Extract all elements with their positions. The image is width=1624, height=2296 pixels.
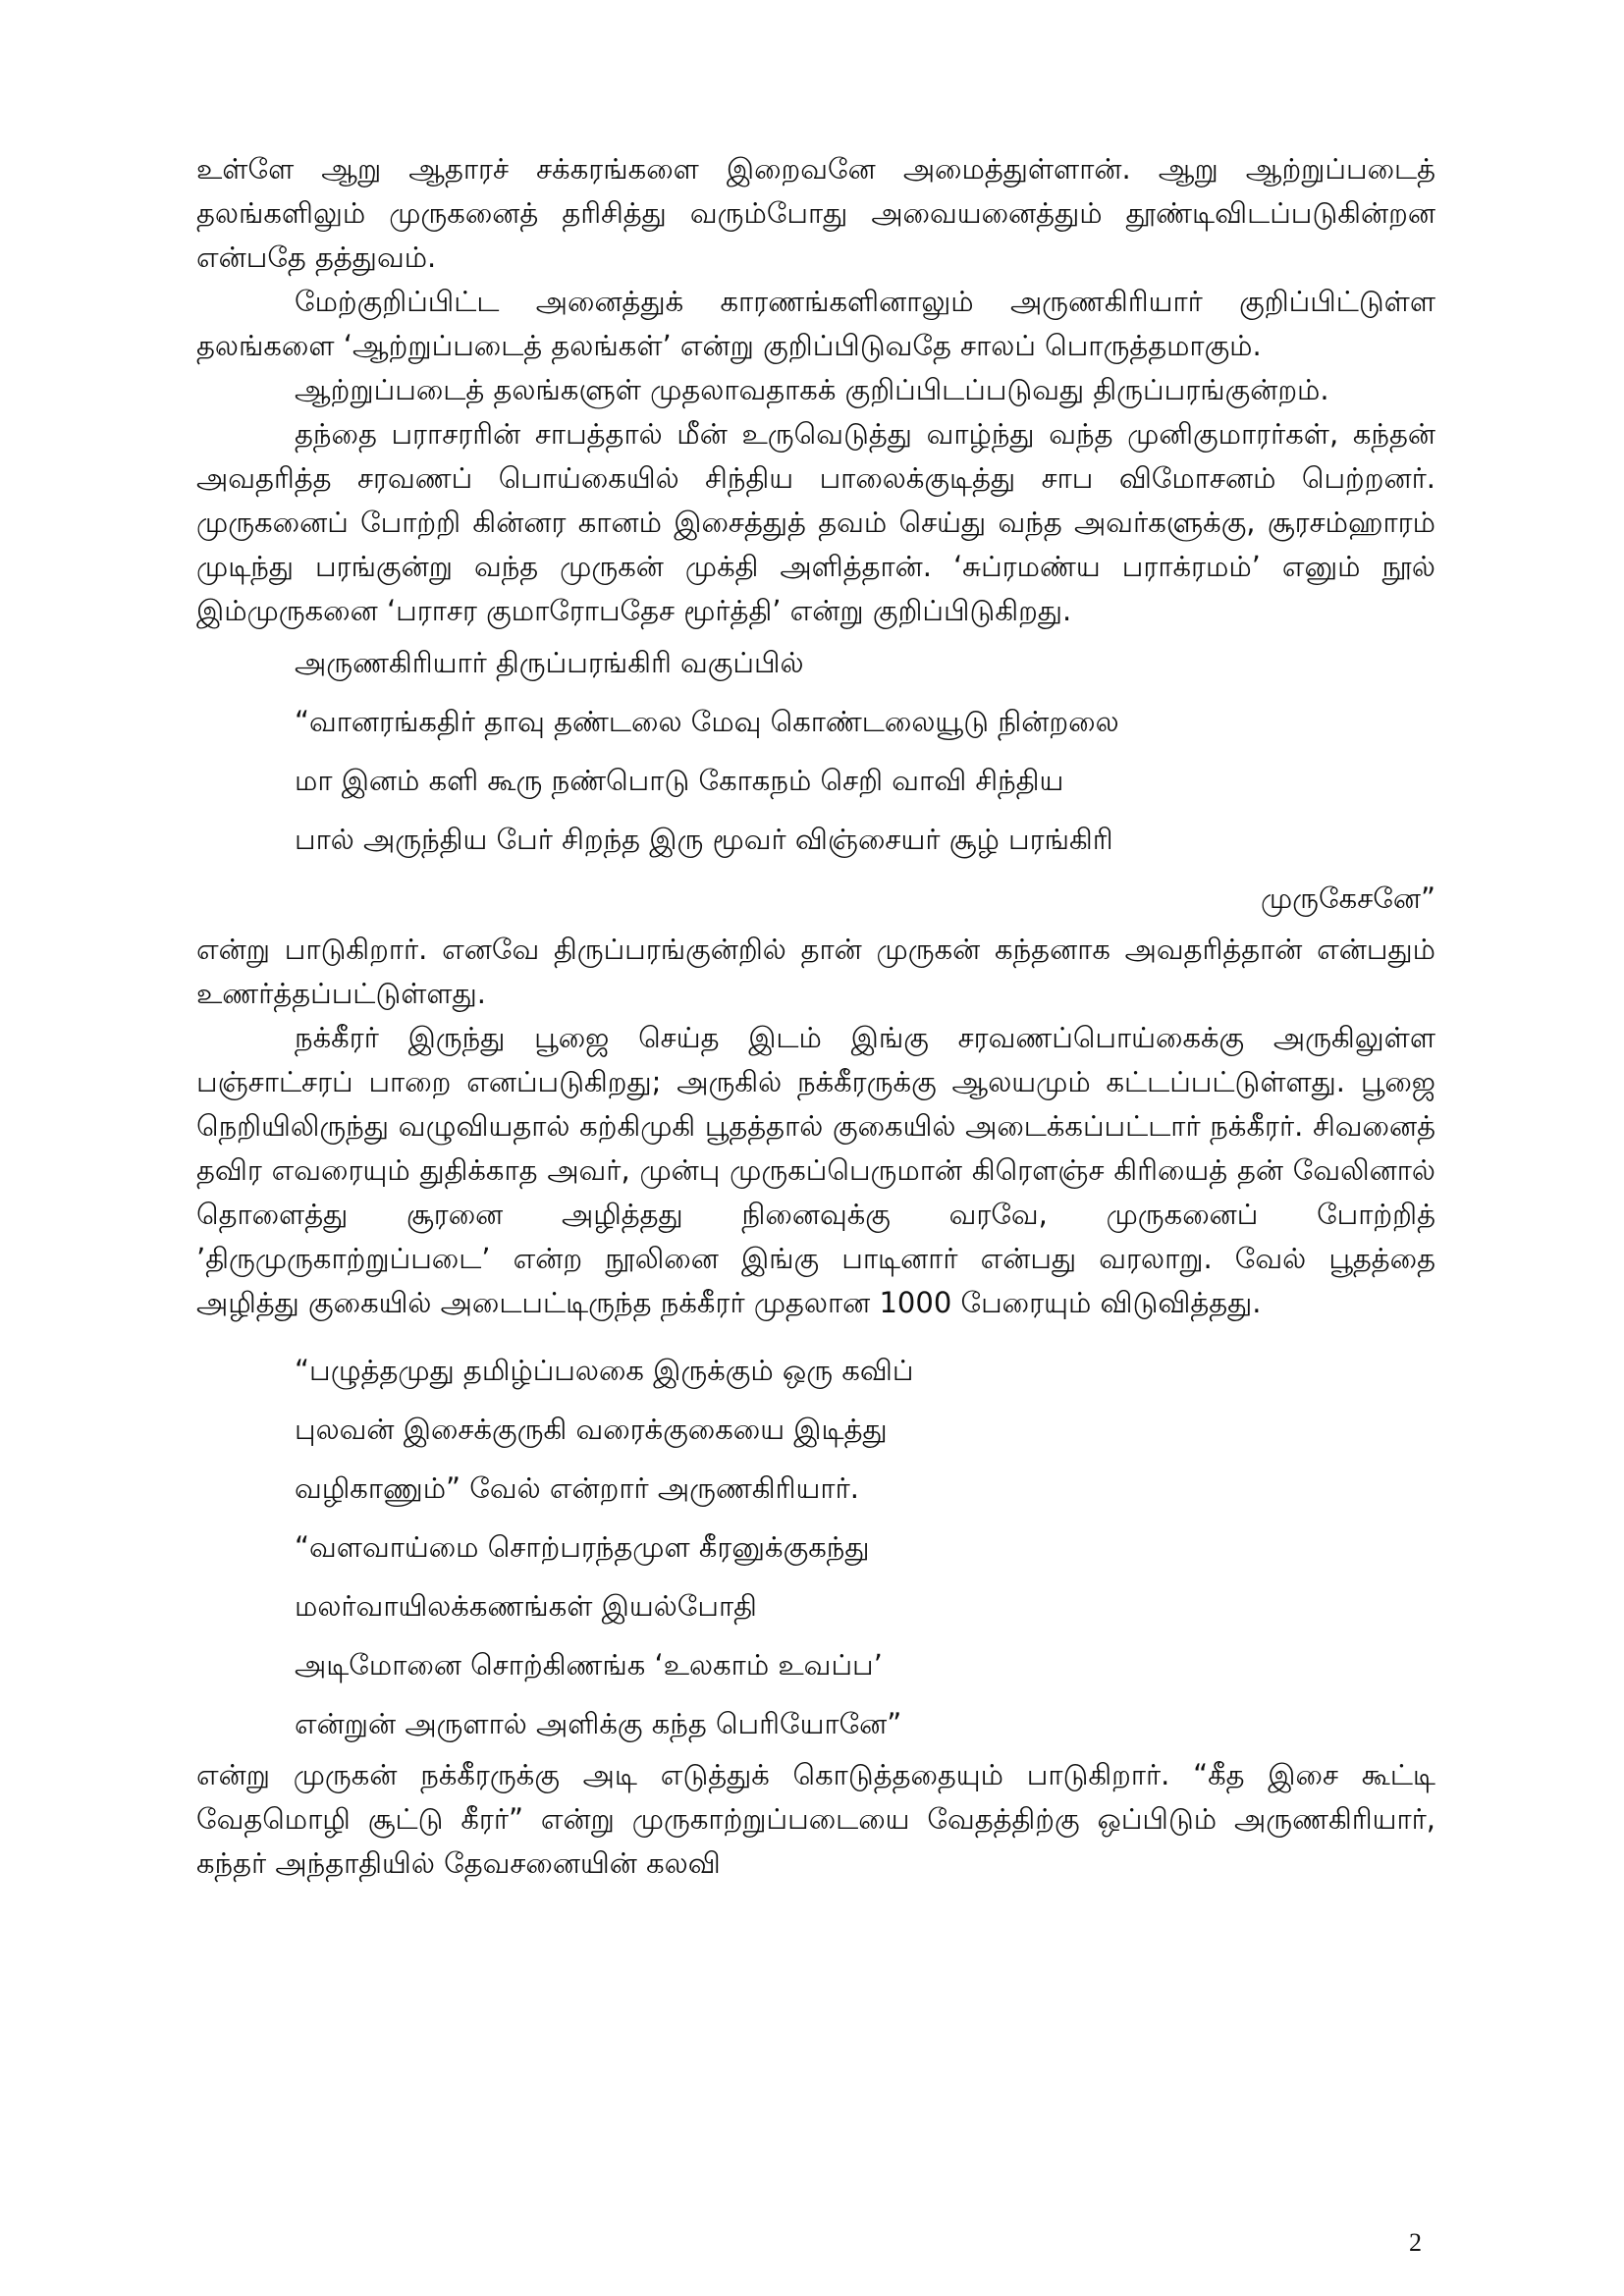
verse-line: “வளவாய்மை சொற்பரந்தமுள கீரனுக்குகந்து: [295, 1530, 870, 1564]
paragraph-skanda-birth: என்று பாடுகிறார். எனவே திருப்பரங்குன்றில் தான் முருகன் கந்தனாக அவதரித்தான் என்பதும் உணர்த்தப்பட்டுள்ளது.: [196, 933, 1435, 1010]
paragraph-first-shrine: ஆற்றுப்படைத் தலங்களுள் முதலாவதாகக் குறிப்பிடப்படுவது திருப்பரங்குன்றம்.: [295, 373, 1329, 406]
verse-block-2: [196, 1341, 1435, 1753]
document-page: [196, 147, 1435, 1886]
verse-line: “பழுத்தமுது தமிழ்ப்பலகை இருக்கும் ஒரு கவிப்: [295, 1354, 914, 1387]
verse-line-ending: முருகேசனே”: [1260, 881, 1435, 915]
paragraph-conclusion: என்று முருகன் நக்கீரருக்கு அடி எடுத்துக் கொடுத்ததையும் பாடுகிறார். “கீத இசை கூட்டி வேதமொழி சூட்டு கீரர்” என்று முருகாற்றுப்படையை வேதத்திற்கு ஒப்பிடும் அருணகிரியார், கந்தர் அந்தாதியில் தேவசனையின் கலவி: [196, 1758, 1435, 1880]
page-number: 2: [1409, 2228, 1422, 2257]
verse-line: அடிமோனை சொற்கிணங்க ‘உலகாம் உவப்ப’: [295, 1648, 883, 1682]
paragraph-chakras: உள்ளே ஆறு ஆதாரச் சக்கரங்களை இறைவனே அமைத்துள்ளான். ஆறு ஆற்றுப்படைத் தலங்களிலும் முருகனைத் தரிசித்து வரும்போது அவையனைத்தும் தூண்டிவிடப்படுகின்றன என்பதே தத்துவம்.: [196, 152, 1435, 274]
verse-block-1: [196, 633, 1435, 928]
verse-line: மலர்வாயிலக்கணங்கள் இயல்போதி: [295, 1589, 757, 1623]
verse-line: வழிகாணும்” வேல் என்றார் அருணகிரியார்.: [295, 1471, 859, 1505]
paragraph-parasara-story: தந்தை பராசரரின் சாபத்தால் மீன் உருவெடுத்து வாழ்ந்து வந்த முனிகுமாரர்கள், கந்தன் அவதரித்த சரவணப் பொய்கையில் சிந்திய பாலைக்குடித்து சாப விமோசனம் பெற்றனர். முருகனைப் போற்றி கின்னர கானம் இசைத்துத் தவம் செய்து வந்த அவர்களுக்கு, சூரசம்ஹாரம் முடிந்து பரங்குன்று வந்த முருகன் முக்தி அளித்தான். ‘சுப்ரமண்ய பராக்ரமம்’ எனும் நூல் இம்முருகனை ‘பராசர குமாரோபதேச மூர்த்தி’ என்று குறிப்பிடுகிறது.: [196, 417, 1435, 627]
verse-line: மா இனம் களி கூரு நண்பொடு கோகநம் செறி வாவி சிந்திய: [295, 764, 1064, 797]
verse-line: “வானரங்கதிர் தாவு தண்டலை மேவு கொண்டலையூடு நின்றலை: [295, 705, 1119, 738]
verse-line: பால் அருந்திய பேர் சிறந்த இரு மூவர் விஞ்சையர் சூழ் பரங்கிரி: [295, 823, 1113, 856]
verse-line: என்றுன் அருளால் அளிக்கு கந்த பெரியோனே”: [295, 1707, 902, 1740]
verse-intro: அருணகிரியார் திருப்பரங்கிரி வகுப்பில்: [295, 646, 804, 679]
paragraph-nakkeerar: நக்கீரர் இருந்து பூஜை செய்த இடம் இங்கு சரவணப்பொய்கைக்கு அருகிலுள்ள பஞ்சாட்சரப் பாறை எனப்படுகிறது; அருகில் நக்கீரருக்கு ஆலயமும் கட்டப்பட்டுள்ளது. பூஜை நெறியிலிருந்து வழுவியதால் கற்கிமுகி பூதத்தால் குகையில் அடைக்கப்பட்டார் நக்கீரர். சிவனைத் தவிர எவரையும் துதிக்காத அவர், முன்பு முருகப்பெருமான் கிரௌஞ்ச கிரியைத் தன் வேலினால் தொளைத்து சூரனை அழித்தது நினைவுக்கு வரவே, முருகனைப் போற்றித் ’திருமுருகாற்றுப்படை’ என்ற நூலினை இங்கு பாடினார் என்பது வரலாறு. வேல் பூதத்தை அழித்து குகையில் அடைபட்டிருந்த நக்கீரர் முதலான 1000 பேரையும் விடுவித்தது.: [196, 1021, 1435, 1319]
paragraph-reasons: மேற்குறிப்பிட்ட அனைத்துக் காரணங்களினாலும் அருணகிரியார் குறிப்பிட்டுள்ள தலங்களை ‘ஆற்றுப்படைத் தலங்கள்’ என்று குறிப்பிடுவதே சாலப் பொருத்தமாகும்.: [196, 285, 1435, 362]
verse-line: புலவன் இசைக்குருகி வரைக்குகையை இடித்து: [295, 1413, 888, 1446]
